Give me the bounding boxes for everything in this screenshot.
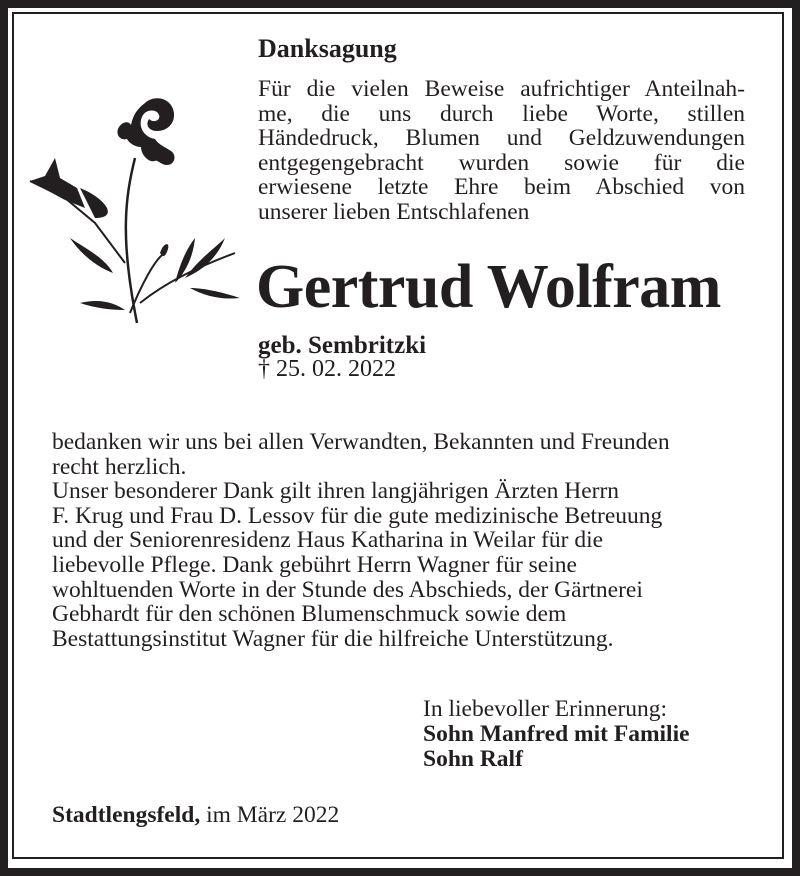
body-line: wohltuenden Worte in der Stunde des Abschieds, der Gärtnerei: [52, 576, 643, 603]
deceased-name: Gertrud Wolfram: [256, 253, 721, 321]
intro-line: Für die vielen Beweise aufrichtiger Anteilnah-: [258, 76, 745, 102]
place: Stadtlengsfeld,: [52, 802, 201, 828]
date: im März 2022: [206, 802, 340, 828]
intro-line: unserer lieben Entschlafenen: [258, 198, 530, 225]
flower-icon: [25, 88, 240, 333]
closing-intro: In liebevoller Erinnerung:: [423, 696, 668, 722]
body-line: liebevolle Pflege. Dank gebührt Herrn Wagner für seine: [52, 551, 577, 578]
body-line: und der Seniorenresidenz Haus Katharina in Weilar für die: [52, 527, 604, 554]
body-paragraph: [52, 430, 745, 651]
intro-line: erwiesene letzte Ehre beim Abschied von: [258, 174, 745, 201]
signatory: Sohn Ralf: [423, 746, 523, 772]
intro-line: Händedruck, Blumen und Geldzuwendungen: [258, 125, 745, 152]
body-line: Bestattungsinstitut Wagner für die hilfreiche Unterstützung.: [52, 625, 614, 652]
body-line: Gebhardt für den schönen Blumenschmuck sowie dem: [52, 601, 567, 628]
maiden-name: geb. Sembritzki: [258, 332, 427, 359]
death-date: † 25. 02. 2022: [258, 356, 396, 382]
body-line: recht herzlich.: [52, 453, 187, 480]
closing-block: [423, 697, 690, 772]
body-line: Unser besonderer Dank gilt ihren langjährigen Ärzten Herrn: [52, 478, 620, 505]
body-line: F. Krug und Frau D. Lessov für die gute medizinische Betreuung: [52, 502, 663, 529]
heading-danksagung: Danksagung: [258, 34, 397, 63]
body-line: bedanken wir uns bei allen Verwandten, Bekannten und Freunden: [52, 429, 670, 455]
signatory: Sohn Manfred mit Familie: [423, 721, 690, 747]
intro-line: me, die uns durch liebe Worte, stillen: [258, 100, 745, 127]
intro-line: entgegengebracht wurden sowie für die: [258, 149, 745, 176]
intro-paragraph: [258, 77, 745, 225]
place-date: [52, 802, 339, 829]
